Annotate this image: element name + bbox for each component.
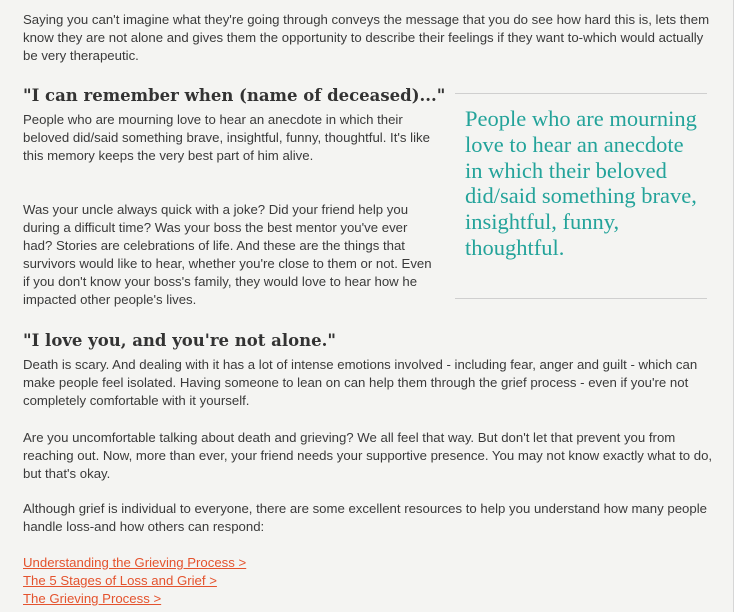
section1-paragraph-2: Was your uncle always quick with a joke? Did your friend help you during a difficult time? Was your boss the best mentor you've ever had? Stories are celebrations of life. And these are the things that survivors would like to hear, whether you're close to them or not. Even if you don't know your boss's family, they would love to hear how he impacted other people's lives. — [23, 202, 432, 307]
section2-paragraph-3: Although grief is individual to everyone, there are some excellent resources to help you understand how many people handle loss-and how others can respond: — [23, 501, 707, 534]
section2-paragraph-1: Death is scary. And dealing with it has a lot of intense emotions involved - including fear, anger and guilt - which can make people feel isolated. Having someone to lean on can help them through the grief process - even if you're not completely comfortable with it yourself. — [23, 357, 698, 408]
link-5-stages-of-loss[interactable]: The 5 Stages of Loss and Grief > — [23, 573, 217, 588]
pullquote — [455, 93, 707, 299]
section1-paragraph-1: People who are mourning love to hear an anecdote in which their beloved did/said something brave, insightful, funny, thoughtful. It's like this memory keeps the very best part of him alive. — [23, 112, 430, 163]
link-understanding-grieving-process[interactable]: Understanding the Grieving Process > — [23, 555, 247, 570]
section2-paragraph-2: Are you uncomfortable talking about death and grieving? We all feel that way. But don't let that prevent you from reaching out. Now, more than ever, your friend needs your supportive presence. You may not know exactly what to do, but that's okay. — [23, 430, 713, 481]
section-heading-remember: "I can remember when (name of deceased)..." — [23, 86, 446, 105]
resource-links — [23, 554, 246, 608]
section-heading-love: "I love you, and you're not alone." — [23, 331, 336, 350]
link-grieving-process[interactable]: The Grieving Process > — [23, 591, 162, 606]
intro-paragraph: Saying you can't imagine what they're going through conveys the message that you do see how hard this is, lets them know they are not alone and gives them the opportunity to describe their feelings if they want to-which would actually be very therapeutic. — [23, 12, 710, 63]
pullquote-text: People who are mourning love to hear an anecdote in which their beloved did/said something brave, insightful, funny, thoughtful. — [465, 106, 697, 260]
